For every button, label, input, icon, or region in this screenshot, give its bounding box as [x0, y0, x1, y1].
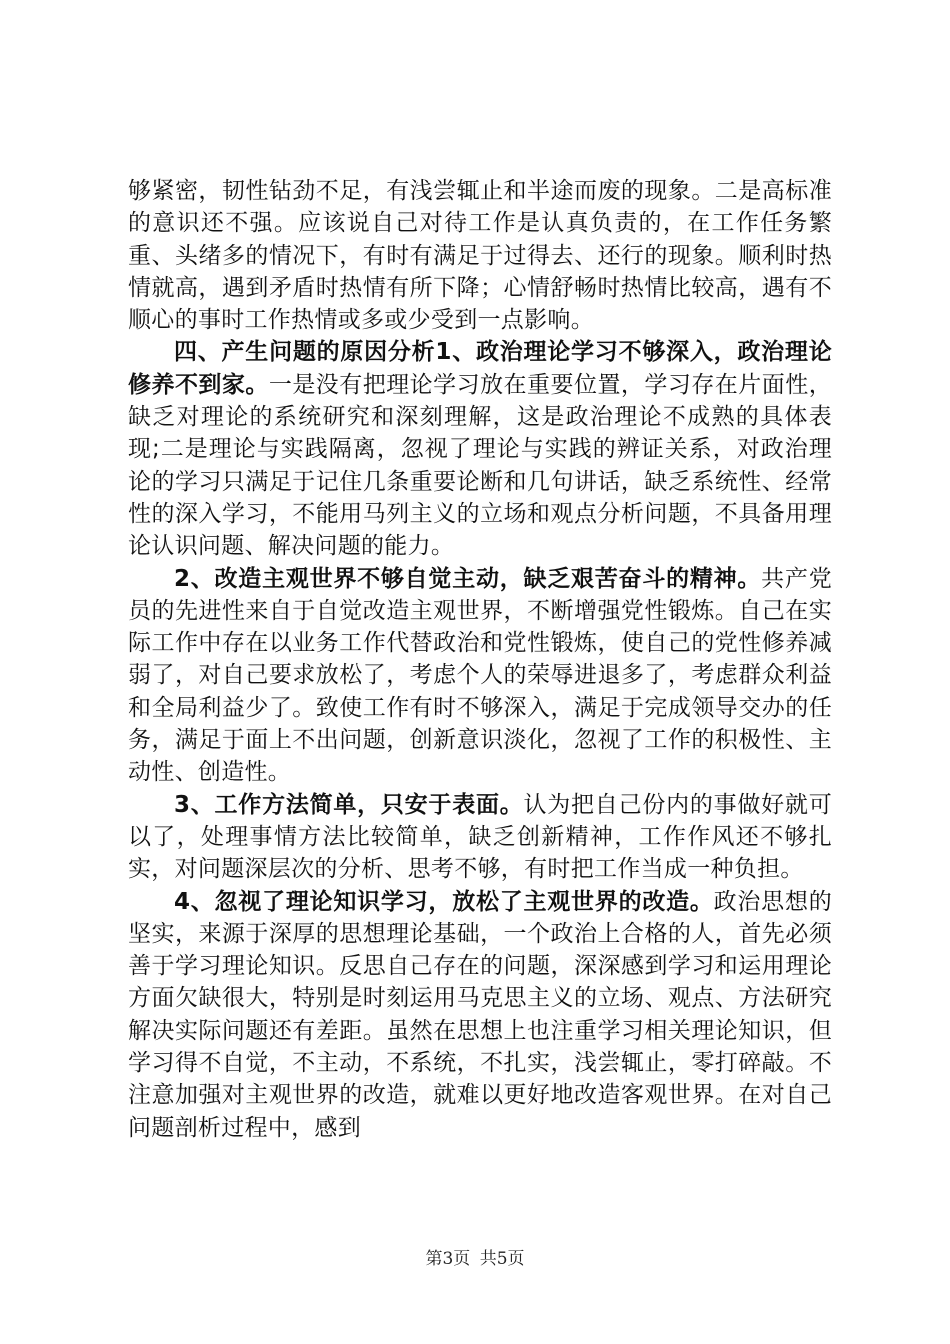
paragraph-1-text: 够紧密，韧性钻劲不足，有浅尝辄止和半途而废的现象。二是高标准的意识还不强。应该说自己对待工作是认真负责的，在工作任务繁重、头绪多的情况下，有时有满足于过得去、还行的现象。顺利时热情就高，遇到矛盾时热情有所下降；心情舒畅时热情比较高，遇有不顺心的事时工作热情或多或少受到一点影响。 — [128, 178, 832, 334]
paragraph-4 — [128, 789, 832, 886]
page-footer — [0, 1244, 950, 1269]
paragraph-1 — [128, 175, 832, 336]
paragraph-3 — [128, 563, 832, 789]
paragraph-5 — [128, 886, 832, 1144]
paragraph-2-text: 一是没有把理论学习放在重要位置，学习存在片面性，缺乏对理论的系统研究和深刻理解，这是政治理论不成熟的具体表现;二是理论与实践隔离，忽视了理论与实践的辨证关系，对政治理论的学习只满足于记住几条重要论断和几句讲话，缺乏系统性、经常性的深入学习，不能用马列主义的立场和观点分析问题，不具备用理论认识问题、解决问题的能力。 — [128, 371, 832, 560]
paragraph-5-text: 政治思想的坚实，来源于深厚的思想理论基础，一个政治上合格的人，首先必须善于学习理论知识。反思自己存在的问题，深深感到学习和运用理论方面欠缺很大，特别是时刻运用马克思主义的立场、观点、方法研究解决实际问题还有差距。虽然在思想上也注重学习相关理论知识，但学习得不自觉，不主动，不系统，不扎实，浅尝辄止，零打碎敲。不注意加强对主观世界的改造，就难以更好地改造客观世界。在对自己问题剖析过程中，感到 — [128, 888, 833, 1141]
paragraph-2-lead: 四、产生问题的原因分析1、政治理论学习不够深入，政治理论修养不到家。 — [128, 339, 832, 398]
paragraph-4-text: 认为把自己份内的事做好就可以了，处理事情方法比较简单，缺乏创新精神，工作作风还不够扎实，对问题深层次的分析、思考不够，有时把工作当成一种负担。 — [128, 791, 832, 883]
paragraph-2 — [128, 336, 832, 562]
paragraph-5-lead: 4、忽视了理论知识学习，放松了主观世界的改造。 — [174, 888, 714, 915]
document-body — [128, 175, 832, 1144]
page-number: 第3页 — [425, 1249, 471, 1269]
paragraph-3-lead: 2、改造主观世界不够自觉主动，缺乏艰苦奋斗的精神。 — [174, 565, 762, 592]
paragraph-3-text: 共产党员的先进性来自于自觉改造主观世界，不断增强党性锻炼。自己在实际工作中存在以业务工作代替政治和党性锻炼，使自己的党性修养减弱了，对自己要求放松了，考虑个人的荣辱进退多了，考虑群众利益和全局利益少了。致使工作有时不够深入，满足于完成领导交办的任务，满足于面上不出问题，创新意识淡化，忽视了工作的积极性、主动性、创造性。 — [128, 565, 832, 786]
paragraph-4-lead: 3、工作方法简单，只安于表面。 — [174, 791, 524, 818]
page-total: 共5页 — [479, 1249, 525, 1269]
